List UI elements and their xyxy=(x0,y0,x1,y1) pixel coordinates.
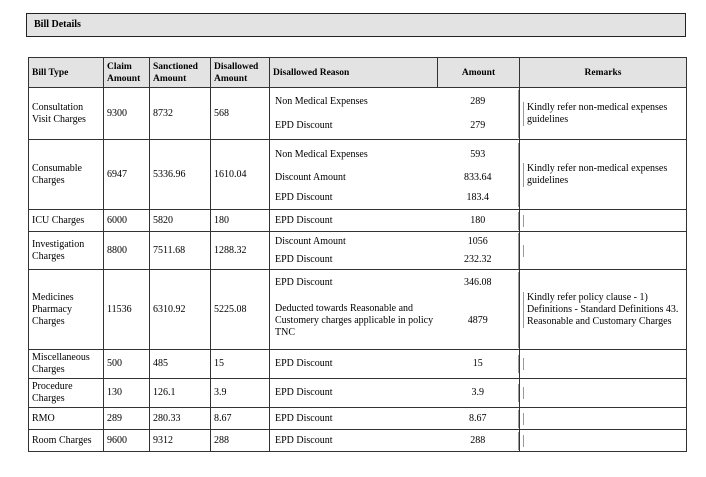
header-disallowed-amount: Disallowed Amount xyxy=(211,58,270,88)
disallowed-reason-text: EPD Discount xyxy=(275,191,333,203)
table-row xyxy=(29,408,687,430)
remarks-cell xyxy=(520,379,687,408)
disallowed-amount-cell: 180 xyxy=(211,210,270,232)
remarks-cell xyxy=(520,408,687,430)
disallowed-reason-text: Discount Amount xyxy=(275,171,346,183)
bill-type-cell: Miscellaneous Charges xyxy=(29,350,104,379)
remarks-text: Kindly refer non-medical expenses guidelines xyxy=(523,163,683,187)
disallowed-reason-text: EPD Discount xyxy=(275,412,333,424)
reason-amount-cell xyxy=(438,408,520,430)
sanctioned-amount-cell: 6310.92 xyxy=(150,270,211,350)
disallowed-reason-text: Deducted towards Reasonable and Customery charges applicable in policy TNC xyxy=(275,302,434,338)
disallowed-amount-cell: 1288.32 xyxy=(211,232,270,270)
remarks-cell xyxy=(520,140,687,210)
disallowed-reason-text: Non Medical Expenses xyxy=(275,95,368,107)
disallowed-reason-cell xyxy=(270,379,438,408)
claim-amount-cell: 289 xyxy=(104,408,150,430)
disallowed-amount-cell: 3.9 xyxy=(211,379,270,408)
disallowed-amount-cell: 8.67 xyxy=(211,408,270,430)
claim-amount-cell: 130 xyxy=(104,379,150,408)
bill-type-cell: Consumable Charges xyxy=(29,140,104,210)
claim-amount-cell: 9600 xyxy=(104,430,150,452)
remarks-text xyxy=(523,215,683,227)
bill-type-cell: Procedure Charges xyxy=(29,379,104,408)
disallowed-reason-text: Discount Amount xyxy=(275,235,346,247)
reason-amount-text: 183.4 xyxy=(466,191,489,203)
sanctioned-amount-cell: 5820 xyxy=(150,210,211,232)
disallowed-reason-text: EPD Discount xyxy=(275,358,333,369)
sanctioned-amount-cell: 8732 xyxy=(150,88,211,140)
header-claim-amount: Claim Amount xyxy=(104,58,150,88)
reason-amount-text: 3.9 xyxy=(471,387,484,398)
disallowed-amount-cell: 5225.08 xyxy=(211,270,270,350)
reason-amount-text: 15 xyxy=(472,358,483,369)
remarks-text xyxy=(523,245,683,257)
disallowed-reason-text: EPD Discount xyxy=(275,276,333,288)
table-header-row xyxy=(29,58,687,88)
reason-amount-text: 289 xyxy=(470,95,486,107)
disallowed-reason-cell xyxy=(270,350,438,379)
disallowed-amount-cell: 288 xyxy=(211,430,270,452)
reason-amount-cell xyxy=(438,232,520,270)
table-row xyxy=(29,379,687,408)
claim-amount-cell: 500 xyxy=(104,350,150,379)
disallowed-reason-cell xyxy=(270,232,438,270)
reason-amount-text: 593 xyxy=(470,148,486,160)
remarks-text xyxy=(523,387,683,399)
remarks-cell xyxy=(520,232,687,270)
sanctioned-amount-cell: 9312 xyxy=(150,430,211,452)
reason-amount-text: 8.67 xyxy=(469,412,487,424)
bill-type-cell: RMO xyxy=(29,408,104,430)
bill-details-table xyxy=(28,57,687,452)
remarks-cell xyxy=(520,430,687,452)
reason-amount-text: 288 xyxy=(470,434,486,446)
reason-amount-cell xyxy=(438,350,520,379)
reason-amount-text: 346.08 xyxy=(464,276,492,288)
bill-type-cell: ICU Charges xyxy=(29,210,104,232)
remarks-text xyxy=(523,413,683,425)
reason-amount-text: 4879 xyxy=(467,314,488,326)
remarks-cell xyxy=(520,88,687,140)
disallowed-reason-cell xyxy=(270,210,438,232)
claim-amount-cell: 6947 xyxy=(104,140,150,210)
table-row xyxy=(29,270,687,350)
reason-amount-text: 279 xyxy=(470,119,486,131)
disallowed-reason-text: EPD Discount xyxy=(275,214,333,226)
reason-amount-cell xyxy=(438,88,520,140)
reason-amount-cell xyxy=(438,270,520,350)
bill-type-cell: Room Charges xyxy=(29,430,104,452)
table-row xyxy=(29,140,687,210)
sanctioned-amount-cell: 126.1 xyxy=(150,379,211,408)
table-row xyxy=(29,350,687,379)
table-row xyxy=(29,88,687,140)
sanctioned-amount-cell: 5336.96 xyxy=(150,140,211,210)
sanctioned-amount-cell: 485 xyxy=(150,350,211,379)
header-disallowed-reason: Disallowed Reason xyxy=(270,58,438,88)
table-row xyxy=(29,210,687,232)
remarks-text xyxy=(523,358,683,370)
disallowed-reason-text: EPD Discount xyxy=(275,119,333,131)
claim-amount-cell: 6000 xyxy=(104,210,150,232)
remarks-cell xyxy=(520,210,687,232)
disallowed-reason-cell xyxy=(270,270,438,350)
table-row xyxy=(29,232,687,270)
header-sanctioned-amount: Sanctioned Amount xyxy=(150,58,211,88)
disallowed-reason-cell xyxy=(270,88,438,140)
reason-amount-text: 833.64 xyxy=(464,171,492,183)
sanctioned-amount-cell: 280.33 xyxy=(150,408,211,430)
disallowed-reason-cell xyxy=(270,140,438,210)
claim-amount-cell: 8800 xyxy=(104,232,150,270)
disallowed-amount-cell: 15 xyxy=(211,350,270,379)
reason-amount-text: 1056 xyxy=(467,235,488,247)
remarks-text: Kindly refer non-medical expenses guidelines xyxy=(523,102,683,126)
disallowed-reason-cell xyxy=(270,430,438,452)
disallowed-amount-cell: 568 xyxy=(211,88,270,140)
disallowed-reason-text: Non Medical Expenses xyxy=(275,148,368,160)
claim-amount-cell: 9300 xyxy=(104,88,150,140)
section-title: Bill Details xyxy=(26,13,686,37)
remarks-text: Kindly refer policy clause - 1) Definitions - Standard Definitions 43. Reasonable and Customary Charges xyxy=(523,292,683,328)
sanctioned-amount-cell: 7511.68 xyxy=(150,232,211,270)
reason-amount-text: 232.32 xyxy=(464,253,492,265)
disallowed-amount-cell: 1610.04 xyxy=(211,140,270,210)
reason-amount-cell xyxy=(438,430,520,452)
disallowed-reason-text: EPD Discount xyxy=(275,387,333,398)
remarks-text xyxy=(523,435,683,447)
table-row xyxy=(29,430,687,452)
header-amount: Amount xyxy=(438,58,520,88)
reason-amount-text: 180 xyxy=(470,214,486,226)
disallowed-reason-text: EPD Discount xyxy=(275,253,333,265)
remarks-cell xyxy=(520,350,687,379)
header-remarks: Remarks xyxy=(520,58,687,88)
reason-amount-cell xyxy=(438,210,520,232)
table-body xyxy=(29,88,687,452)
disallowed-reason-cell xyxy=(270,408,438,430)
claim-amount-cell: 11536 xyxy=(104,270,150,350)
header-bill-type: Bill Type xyxy=(29,58,104,88)
bill-type-cell: Consultation Visit Charges xyxy=(29,88,104,140)
bill-type-cell: Medicines Pharmacy Charges xyxy=(29,270,104,350)
disallowed-reason-text: EPD Discount xyxy=(275,434,333,446)
bill-type-cell: Investigation Charges xyxy=(29,232,104,270)
remarks-cell xyxy=(520,270,687,350)
reason-amount-cell xyxy=(438,379,520,408)
reason-amount-cell xyxy=(438,140,520,210)
